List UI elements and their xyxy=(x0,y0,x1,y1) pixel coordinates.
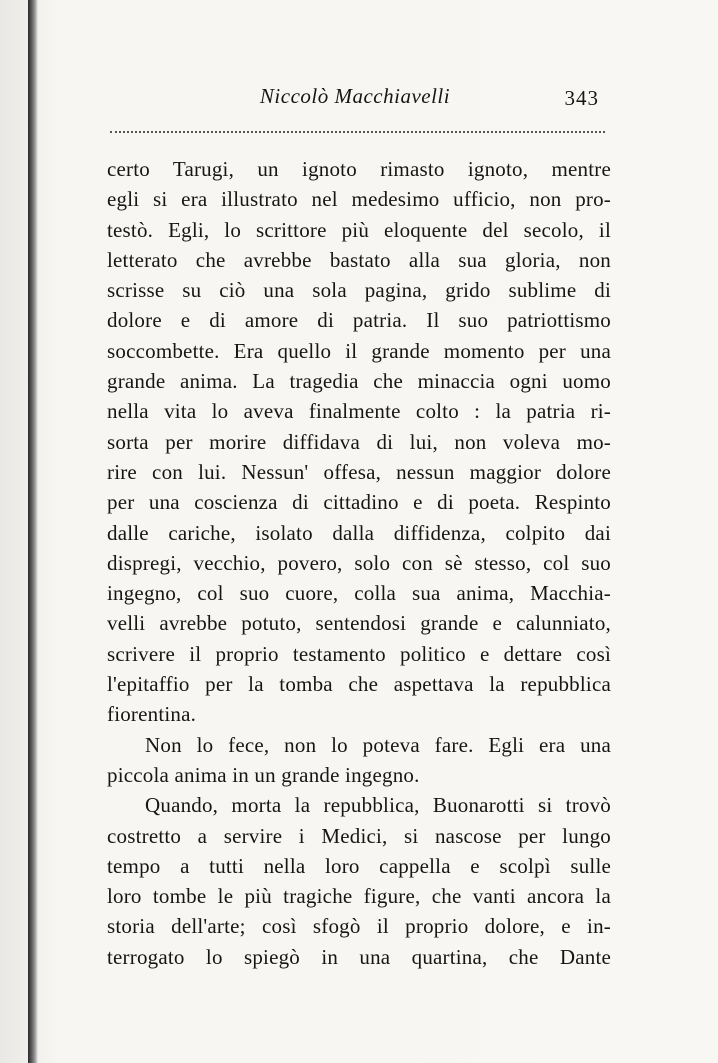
text-line: testò. Egli, lo scrittore più eloquente del secolo, il xyxy=(107,217,611,242)
text-line: scrivere il proprio testamento politico e dettare così xyxy=(107,641,611,666)
paragraph-end-line: fiorentina. xyxy=(107,702,197,727)
text-line: loro tombe le più tragiche figure, che vanti ancora la xyxy=(107,884,611,909)
paragraph-start-line: Non lo fece, non lo poteva fare. Egli era una xyxy=(145,732,611,757)
text-line: tempo a tutti nella loro cappella e scolpì sulle xyxy=(107,853,611,878)
text-line: terrogato lo spiegò in una quartina, che Dante xyxy=(107,944,611,969)
text-line: certo Tarugi, un ignoto rimasto ignoto, mentre xyxy=(107,157,611,181)
text-line: egli si era illustrato nel medesimo ufficio, non pro- xyxy=(107,187,611,212)
text-line: velli avrebbe potuto, sentendosi grande e calunniato, xyxy=(107,611,611,636)
running-title: Niccolò Macchiavelli xyxy=(259,84,451,108)
text-line: grande anima. La tragedia che minaccia ogni uomo xyxy=(107,369,611,394)
paragraph-end-line: piccola anima in un grande ingegno. xyxy=(107,762,420,787)
text-line: rire con lui. Nessun' offesa, nessun maggior dolore xyxy=(107,459,611,484)
page-number: 343 xyxy=(564,86,599,110)
text-line: dalle cariche, isolato dalla diffidenza, colpito dai xyxy=(107,520,611,545)
paragraph-start-line: Quando, morta la repubblica, Buonarotti si trovò xyxy=(145,793,611,818)
text-line: soccombette. Era quello il grande momento per una xyxy=(107,338,611,363)
page-header xyxy=(105,82,605,118)
text-line: costretto a servire i Medici, si nascose per lungo xyxy=(107,823,611,848)
header-dotted-rule xyxy=(110,131,605,133)
text-line: nella vita lo aveva finalmente colto : la patria ri- xyxy=(107,399,611,424)
text-line: per una coscienza di cittadino e di poeta. Respinto xyxy=(107,490,611,515)
text-line: l'epitaffio per la tomba che aspettava la repubblica xyxy=(107,672,611,697)
body-text xyxy=(107,154,611,972)
text-line: letterato che avrebbe bastato alla sua gloria, non xyxy=(107,247,611,272)
text-line: ingegno, col suo cuore, colla sua anima, Macchia- xyxy=(107,581,611,606)
page-binding-edge xyxy=(28,0,38,1063)
text-line: sorta per morire diffidava di lui, non voleva mo- xyxy=(107,429,611,454)
text-line: scrisse su ciò una sola pagina, grido sublime di xyxy=(107,278,611,303)
text-line: storia dell'arte; così sfogò il proprio dolore, e in- xyxy=(107,914,611,939)
text-line: dispregi, vecchio, povero, solo con sè stesso, col suo xyxy=(107,550,611,575)
text-line: dolore e di amore di patria. Il suo patriottismo xyxy=(107,308,611,333)
